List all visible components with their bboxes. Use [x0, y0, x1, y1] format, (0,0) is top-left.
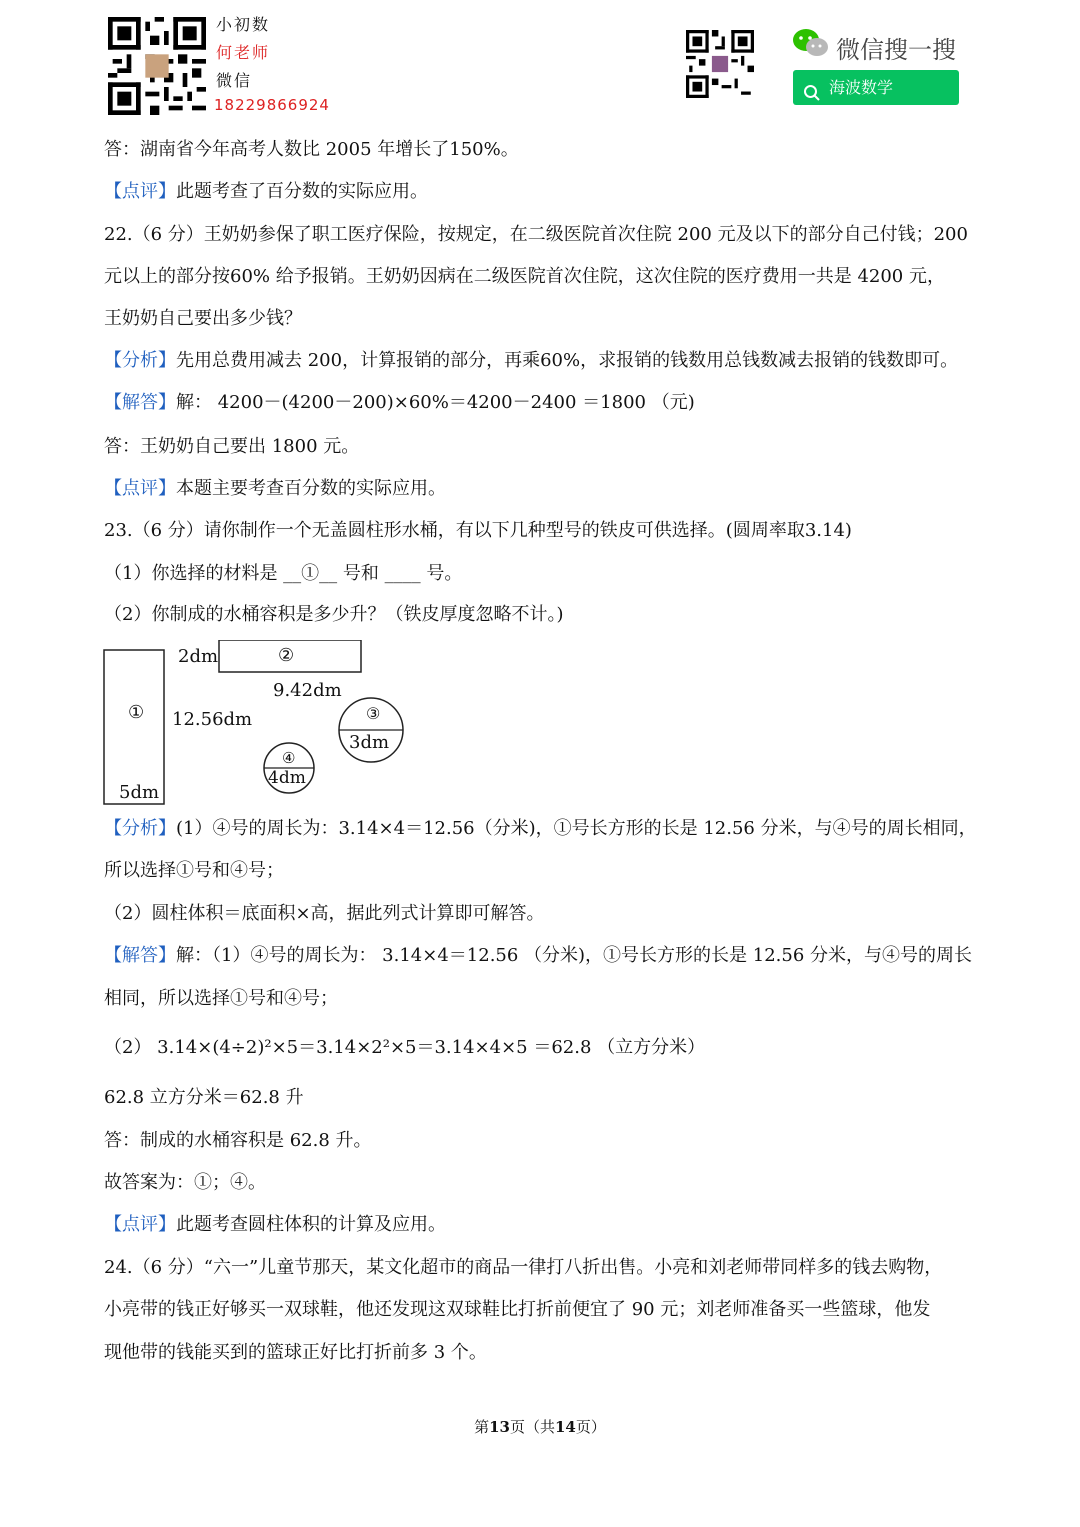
rect2-number: ② [278, 645, 295, 666]
text-line-23: 24.（6 分）“六一”儿童节那天，某文化超市的商品一律打八折出售。小亮和刘老师带同样多的钱去购物， [104, 1257, 943, 1278]
wechat-search-title: 微信搜一搜 [836, 36, 956, 64]
rect1-width-label: 5dm [119, 782, 160, 803]
text-line-15: （2）圆柱体积＝底面积×高，据此列式计算即可解答。 [104, 903, 545, 924]
rect2-height-label: 2dm [178, 646, 219, 667]
text-line-9: 【点评】本题主要考查百分数的实际应用。 [104, 478, 446, 499]
qr-caption-3: 微信 [216, 71, 253, 90]
circle4-number: ④ [282, 749, 296, 767]
circle3-diameter-label: 3dm [349, 732, 390, 753]
text-line-13: 【分析】(1）④号的周长为：3.14×4＝12.56（分米)，①号长方形的长是 12.56 分米，与④号的周长相同， [104, 818, 977, 839]
text-line-1: 答：湖南省今年高考人数比 2005 年增长了150%。 [104, 139, 519, 160]
text-line-24: 小亮带的钱正好够买一双球鞋，他还发现这双球鞋比打折前便宜了 90 元；刘老师准备买一些篮球，他发 [104, 1299, 931, 1320]
text-line-6: 【分析】先用总费用减去 200，计算报销的部分，再乘60%，求报销的钱数用总钱数减去报销的钱数即可。 [104, 350, 959, 371]
text-line-12: （2）你制成的水桶容积是多少升？（铁皮厚度忽略不计。) [104, 604, 564, 625]
circle3-number: ③ [366, 704, 381, 723]
text-line-7: 【解答】解： 4200－(4200－200)×60%＝4200－2400 ＝1800 （元) [104, 392, 695, 413]
search-button[interactable] [793, 70, 959, 105]
text-line-19: 62.8 立方分米＝62.8 升 [104, 1087, 304, 1108]
qr-caption-1: 小初数 [216, 15, 271, 34]
qr-caption-phone: 18229866924 [214, 96, 330, 114]
rect1-length-label: 12.56dm [172, 709, 253, 730]
total-pages: 14 [555, 1418, 576, 1436]
iron-sheet-diagram [100, 640, 410, 810]
page-footer: 第13页（共14页） [474, 1418, 606, 1436]
text-line-21: 故答案为：①；④。 [104, 1172, 266, 1193]
qr-caption-2: 何老师 [216, 43, 271, 62]
text-line-17: 相同，所以选择①号和④号； [104, 988, 338, 1009]
text-line-18: （2） 3.14×(4÷2)²×5＝3.14×2²×5＝3.14×4×5 ＝62.8 （立方分米） [104, 1037, 706, 1058]
page-number: 13 [489, 1418, 510, 1436]
circle4-diameter-label: 4dm [268, 768, 306, 788]
rect1-number: ① [128, 702, 145, 723]
rect2-length-label: 9.42dm [273, 680, 342, 701]
text-line-10: 23.（6 分）请你制作一个无盖圆柱形水桶，有以下几种型号的铁皮可供选择。(圆周率取3.14) [104, 520, 852, 541]
text-line-22: 【点评】此题考查圆柱体积的计算及应用。 [104, 1214, 446, 1235]
text-line-25: 现他带的钱能买到的篮球正好比打折前多 3 个。 [104, 1342, 487, 1363]
text-line-16: 【解答】解：（1）④号的周长为： 3.14×4＝12.56 （分米)，①号长方形的长是 12.56 分米，与④号的周长 [104, 945, 973, 966]
text-line-4: 元以上的部分按60% 给予报销。王奶奶因病在二级医院首次住院，这次住院的医疗费用一共是 4200 元， [104, 266, 945, 287]
text-line-14: 所以选择①号和④号； [104, 860, 284, 881]
search-button-label: 海波数学 [829, 78, 894, 97]
qr-code-left [108, 17, 206, 115]
wechat-logo-icon [792, 28, 830, 58]
qr-code-right [686, 30, 754, 98]
text-line-20: 答：制成的水桶容积是 62.8 升。 [104, 1130, 372, 1151]
text-line-8: 答：王奶奶自己要出 1800 元。 [104, 436, 360, 457]
search-icon [803, 79, 821, 114]
text-line-3: 22.（6 分）王奶奶参保了职工医疗保险，按规定，在二级医院首次住院 200 元及以下的部分自己付钱；200 [104, 224, 968, 245]
text-line-11: （1）你选择的材料是 __①__ 号和 ____ 号。 [104, 563, 463, 584]
text-line-2: 【点评】此题考查了百分数的实际应用。 [104, 181, 428, 202]
text-line-5: 王奶奶自己要出多少钱？ [104, 308, 302, 329]
